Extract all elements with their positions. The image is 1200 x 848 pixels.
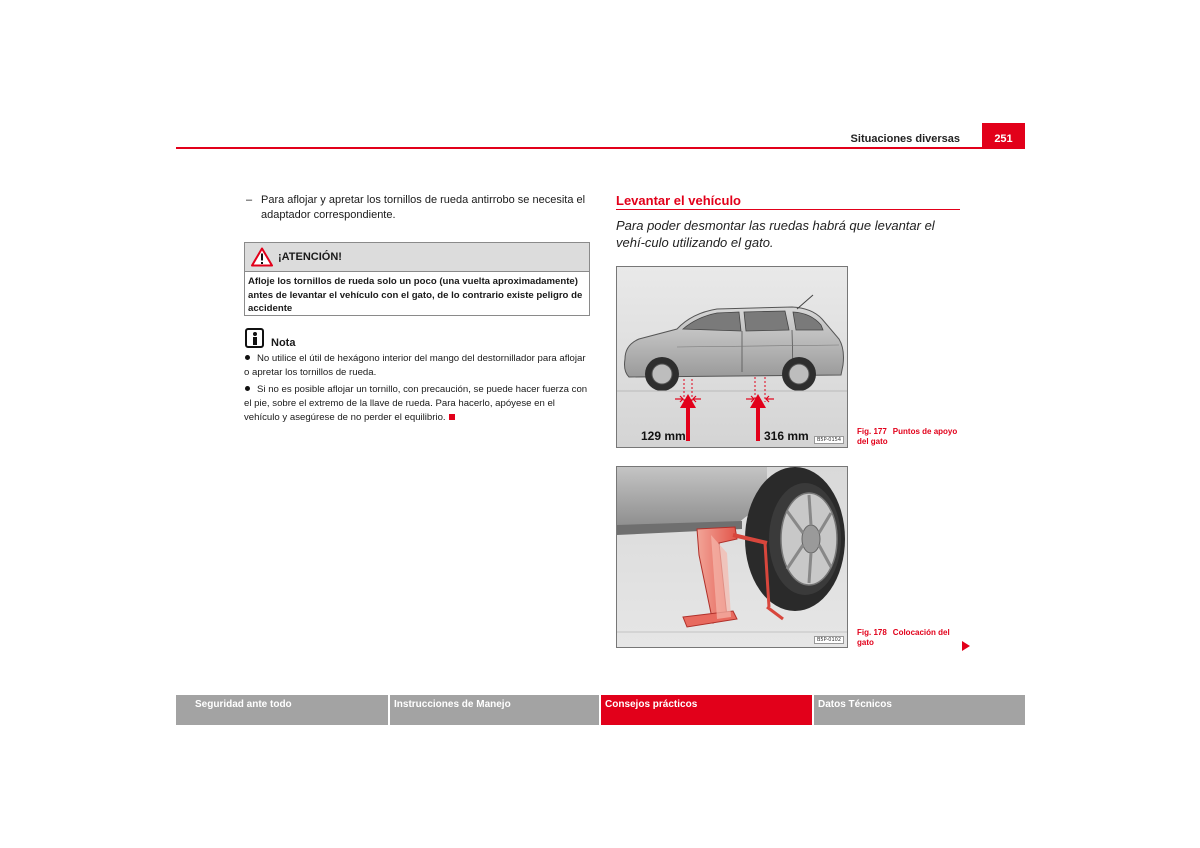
page-number: 251: [994, 133, 1013, 145]
nav-tab-label: Instrucciones de Manejo: [394, 699, 511, 710]
dash-marker: –: [246, 194, 253, 206]
continue-arrow-icon: [962, 641, 970, 651]
figure-caption-text: Colocación del gato: [857, 628, 950, 647]
note-item-text: Si no es posible aflojar un tornillo, con precaución, se puede hacer fuerza con el pie, sobre el extremo de la llave de rueda. Para hacerlo, apóyese en el vehículo y asegúrese de no perder el equilibrio.: [244, 384, 588, 423]
figure-number: Fig. 178: [857, 628, 887, 637]
nav-tab-datos[interactable]: [814, 695, 1025, 725]
note-item: [244, 352, 590, 380]
info-icon: [245, 328, 264, 348]
nav-tab-label: Datos Técnicos: [818, 699, 892, 710]
nav-tab-label: Seguridad ante todo: [195, 699, 292, 710]
section-rule: [616, 209, 960, 210]
warning-header: [245, 243, 589, 272]
figure-number: Fig. 177: [857, 427, 887, 436]
dash-list-item: [246, 193, 591, 223]
nav-tab-consejos[interactable]: [601, 695, 812, 725]
bullet-icon: [245, 355, 250, 360]
nav-tab-instrucciones[interactable]: [390, 695, 599, 725]
car-side-illustration: [617, 267, 847, 447]
dimension-label-front: 129 mm: [641, 429, 686, 443]
figure-caption: [857, 427, 967, 447]
warning-title: ¡ATENCIÓN!: [278, 251, 342, 263]
warning-box: [244, 242, 590, 316]
nav-tab-seguridad[interactable]: [176, 695, 388, 725]
note-item: [244, 383, 590, 425]
figure-caption-text: Puntos de apoyo del gato: [857, 427, 958, 446]
note-title: Nota: [271, 337, 296, 349]
section-end-icon: [449, 414, 455, 420]
figure-jack-placement: [616, 466, 848, 648]
nav-tab-label: Consejos prácticos: [605, 699, 698, 710]
dash-item-text: Para aflojar y apretar los tornillos de rueda antirrobo se necesita el adaptador correspondiente.: [261, 194, 586, 221]
figure-code: B5P-0102: [814, 636, 844, 644]
dimension-label-rear: 316 mm: [764, 429, 809, 443]
note-item-text: No utilice el útil de hexágono interior del mango del destornillador para aflojar o apretar los tornillos de rueda.: [244, 353, 586, 378]
warning-triangle-icon: [251, 247, 273, 267]
section-intro: Para poder desmontar las ruedas habrá que levantar el vehí-culo utilizando el gato.: [616, 218, 935, 250]
figure-code: B5P-0154: [814, 436, 844, 444]
figure-caption: [857, 628, 967, 648]
figure-jack-points: [616, 266, 848, 448]
page-number-box: [982, 123, 1025, 149]
bullet-icon: [245, 386, 250, 391]
running-header-title: Situaciones diversas: [850, 133, 960, 145]
header-rule: [176, 147, 982, 149]
jack-placement-illustration: [617, 467, 847, 647]
note-list: [244, 352, 590, 428]
warning-body: Afloje los tornillos de rueda solo un poco (una vuelta aproximadamente) antes de levantar el vehículo con el gato, de lo contrario existe peligro de accidente: [248, 276, 583, 314]
section-title: Levantar el vehículo: [616, 193, 741, 208]
